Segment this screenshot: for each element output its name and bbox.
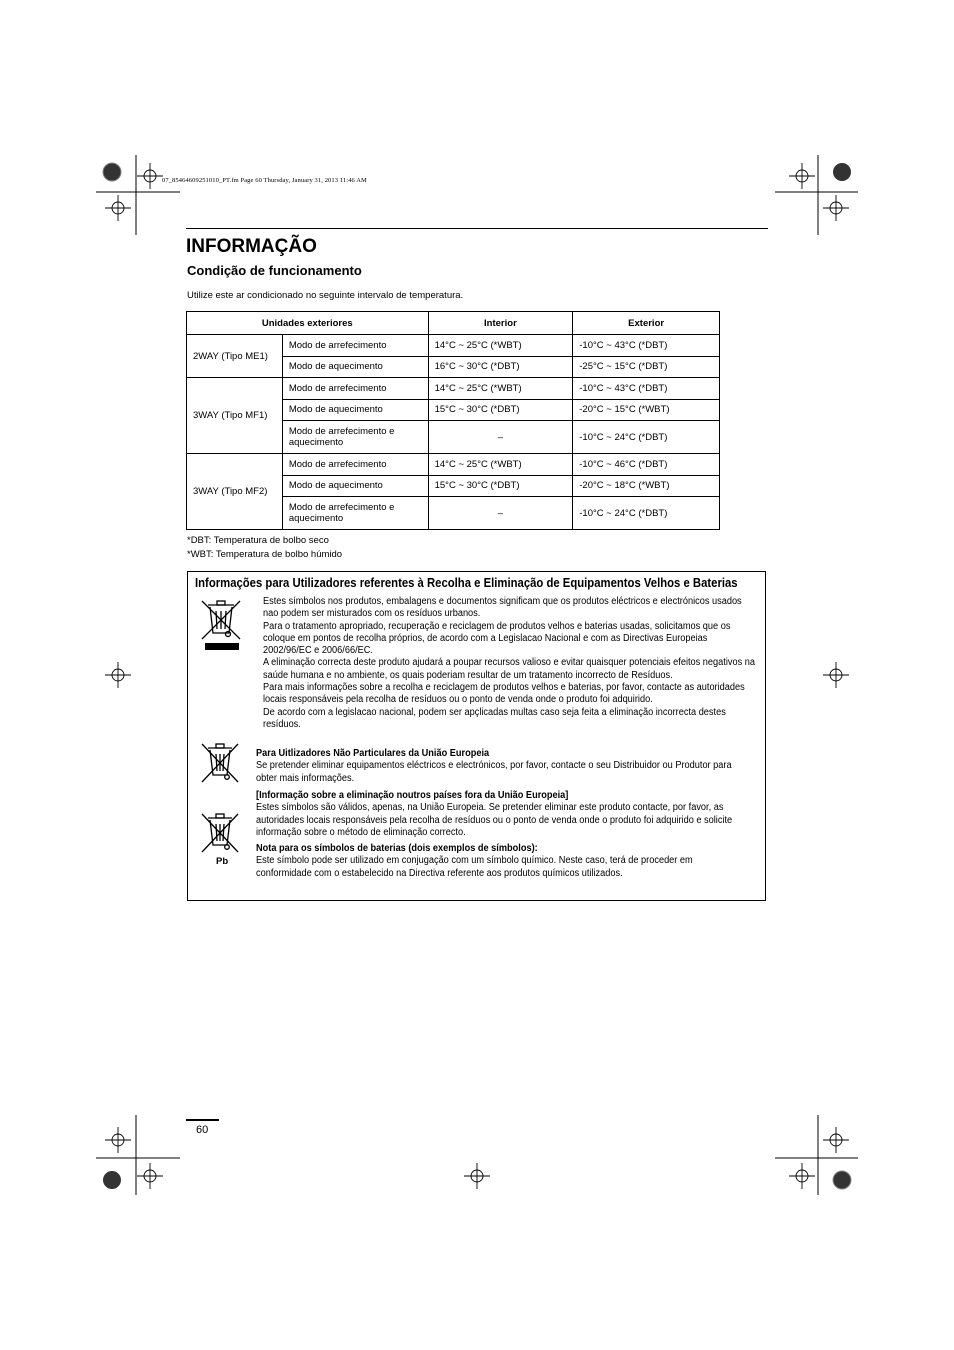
exterior-cell: -20°C ~ 15°C (*WBT) xyxy=(573,399,720,421)
table-row xyxy=(187,454,720,476)
mode-cell: Modo de arrefecimento xyxy=(282,378,428,400)
file-info-header: 07_85464609251010_PT.fm Page 60 Thursday, January 31, 2013 11:46 AM xyxy=(162,177,367,184)
battery-note-title: Nota para os símbolos de baterias (dois exemplos de símbolos): xyxy=(256,843,538,854)
operating-range-table xyxy=(186,311,720,530)
interior-cell: 15°C ~ 30°C (*DBT) xyxy=(428,399,573,421)
mode-cell: Modo de arrefecimento e aquecimento xyxy=(282,497,428,530)
header-outdoor-units: Unidades exteriores xyxy=(187,312,429,335)
table-row xyxy=(187,378,720,400)
mode-cell: Modo de aquecimento xyxy=(282,399,428,421)
mode-cell: Modo de arrefecimento e aquecimento xyxy=(282,421,428,454)
disposal-paragraph: Para mais informações sobre a recolha e reciclagem de produtos velhos e baterias, por favor, contacte as autoridades locais responsáveis pela recolha de resíduos ou o ponto de venda onde o produto foi adquirido. xyxy=(263,682,745,706)
exterior-cell: -10°C ~ 43°C (*DBT) xyxy=(573,378,720,400)
unit-cell: 3WAY (Tipo MF1) xyxy=(187,378,283,454)
weee-bin-with-bar-icon xyxy=(198,597,244,653)
mode-cell: Modo de arrefecimento xyxy=(282,454,428,476)
business-users-section xyxy=(256,748,744,785)
disposal-paragraph: De acordo com a legislacao nacional, podem ser apçlicadas multas caso seja feita a eliminação incorrecta destes resíduos. xyxy=(263,706,726,730)
disposal-paragraph: Estes símbolos nos produtos, embalagens e documentos significam que os produtos eléctricos e electrónicos usados nao podem ser misturados com os resíduos urbanos. xyxy=(263,596,742,620)
interior-cell: 14°C ~ 25°C (*WBT) xyxy=(428,378,573,400)
header-exterior: Exterior xyxy=(573,312,720,335)
battery-note-text: Este símbolo pode ser utilizado em conjugação com um símbolo químico. Neste caso, terá de proceder em conformidade com o estabelecido na Directiva referente aos produtos químicos utilizados. xyxy=(256,855,693,879)
page-number: 60 xyxy=(196,1124,209,1136)
header-interior: Interior xyxy=(428,312,573,335)
disposal-paragraph: A eliminação correcta deste produto ajudará a poupar recursos valioso e evitar quaisquer potenciais efeitos negativos na saúde humana e no ambiente, os quais poderiam resultar de um tratamento incorrecto de Resíduos. xyxy=(263,657,755,681)
crossed-bin-pb-icon xyxy=(198,811,242,855)
exterior-cell: -10°C ~ 24°C (*DBT) xyxy=(573,497,720,530)
unit-cell: 3WAY (Tipo MF2) xyxy=(187,454,283,530)
exterior-cell: -25°C ~ 15°C (*DBT) xyxy=(573,356,720,378)
unit-cell: 2WAY (Tipo ME1) xyxy=(187,335,283,378)
disposal-main-text xyxy=(263,596,755,731)
interior-cell: 16°C ~ 30°C (*DBT) xyxy=(428,356,573,378)
business-users-title: Para Uitlizadores Não Particulares da União Europeia xyxy=(256,748,490,759)
business-users-text: Se pretender eliminar equipamentos eléctricos e electrónicos, por favor, contacte o seu Distribuidor ou Produtor para obter mais informações. xyxy=(256,760,732,784)
interior-cell: – xyxy=(428,497,573,530)
interior-cell: 14°C ~ 25°C (*WBT) xyxy=(428,335,573,357)
interior-cell: – xyxy=(428,421,573,454)
exterior-cell: -10°C ~ 46°C (*DBT) xyxy=(573,454,720,476)
battery-note-section xyxy=(256,843,744,880)
interior-cell: 15°C ~ 30°C (*DBT) xyxy=(428,475,573,497)
chemical-symbol-label: Pb xyxy=(216,856,229,867)
disposal-paragraph: Para o tratamento apropriado, recuperação e reciclagem de produtos velhos e baterias usadas, solicitamos que os coloque em pontos de recolha próprios, de acordo com a Legislacao Nacional e com as Directivas Europeias 2002/96/EC e 2006/66/EC. xyxy=(263,620,731,657)
mode-cell: Modo de aquecimento xyxy=(282,356,428,378)
table-row xyxy=(187,335,720,357)
outside-eu-title: [Informação sobre a eliminação noutros países fora da União Europeia] xyxy=(256,790,569,801)
table-header-row xyxy=(187,312,720,335)
mode-cell: Modo de arrefecimento xyxy=(282,335,428,357)
interior-cell: 14°C ~ 25°C (*WBT) xyxy=(428,454,573,476)
outside-eu-text: Estes símbolos são válidos, apenas, na União Europeia. Se pretender eliminar este produto contacte, por favor, as autoridades locais responsáveis pela recolha de resíduos ou o ponto de venda onde o produto foi adquirido e solicite informação sobre o método de eliminação correcto. xyxy=(256,802,733,838)
intro-text: Utilize este ar condicionado no seguinte intervalo de temperatura. xyxy=(187,290,464,301)
note-wbt: *WBT: Temperatura de bolbo húmido xyxy=(187,548,343,560)
note-dbt: *DBT: Temperatura de bolbo seco xyxy=(187,535,329,546)
section-title: Condição de funcionamento xyxy=(187,263,362,278)
exterior-cell: -10°C ~ 24°C (*DBT) xyxy=(573,421,720,454)
exterior-cell: -10°C ~ 43°C (*DBT) xyxy=(573,335,720,357)
outside-eu-section xyxy=(256,790,744,839)
page-title: INFORMAÇÃO xyxy=(186,236,317,257)
table-notes xyxy=(187,534,342,561)
top-rule xyxy=(186,228,768,229)
disposal-title: Informações para Utilizadores referentes à Recolha e Eliminação de Equipamentos Velhos e Baterias xyxy=(195,576,738,590)
crossed-bin-icon xyxy=(198,741,242,785)
page-number-rule xyxy=(186,1119,219,1121)
mode-cell: Modo de aquecimento xyxy=(282,475,428,497)
exterior-cell: -20°C ~ 18°C (*WBT) xyxy=(573,475,720,497)
